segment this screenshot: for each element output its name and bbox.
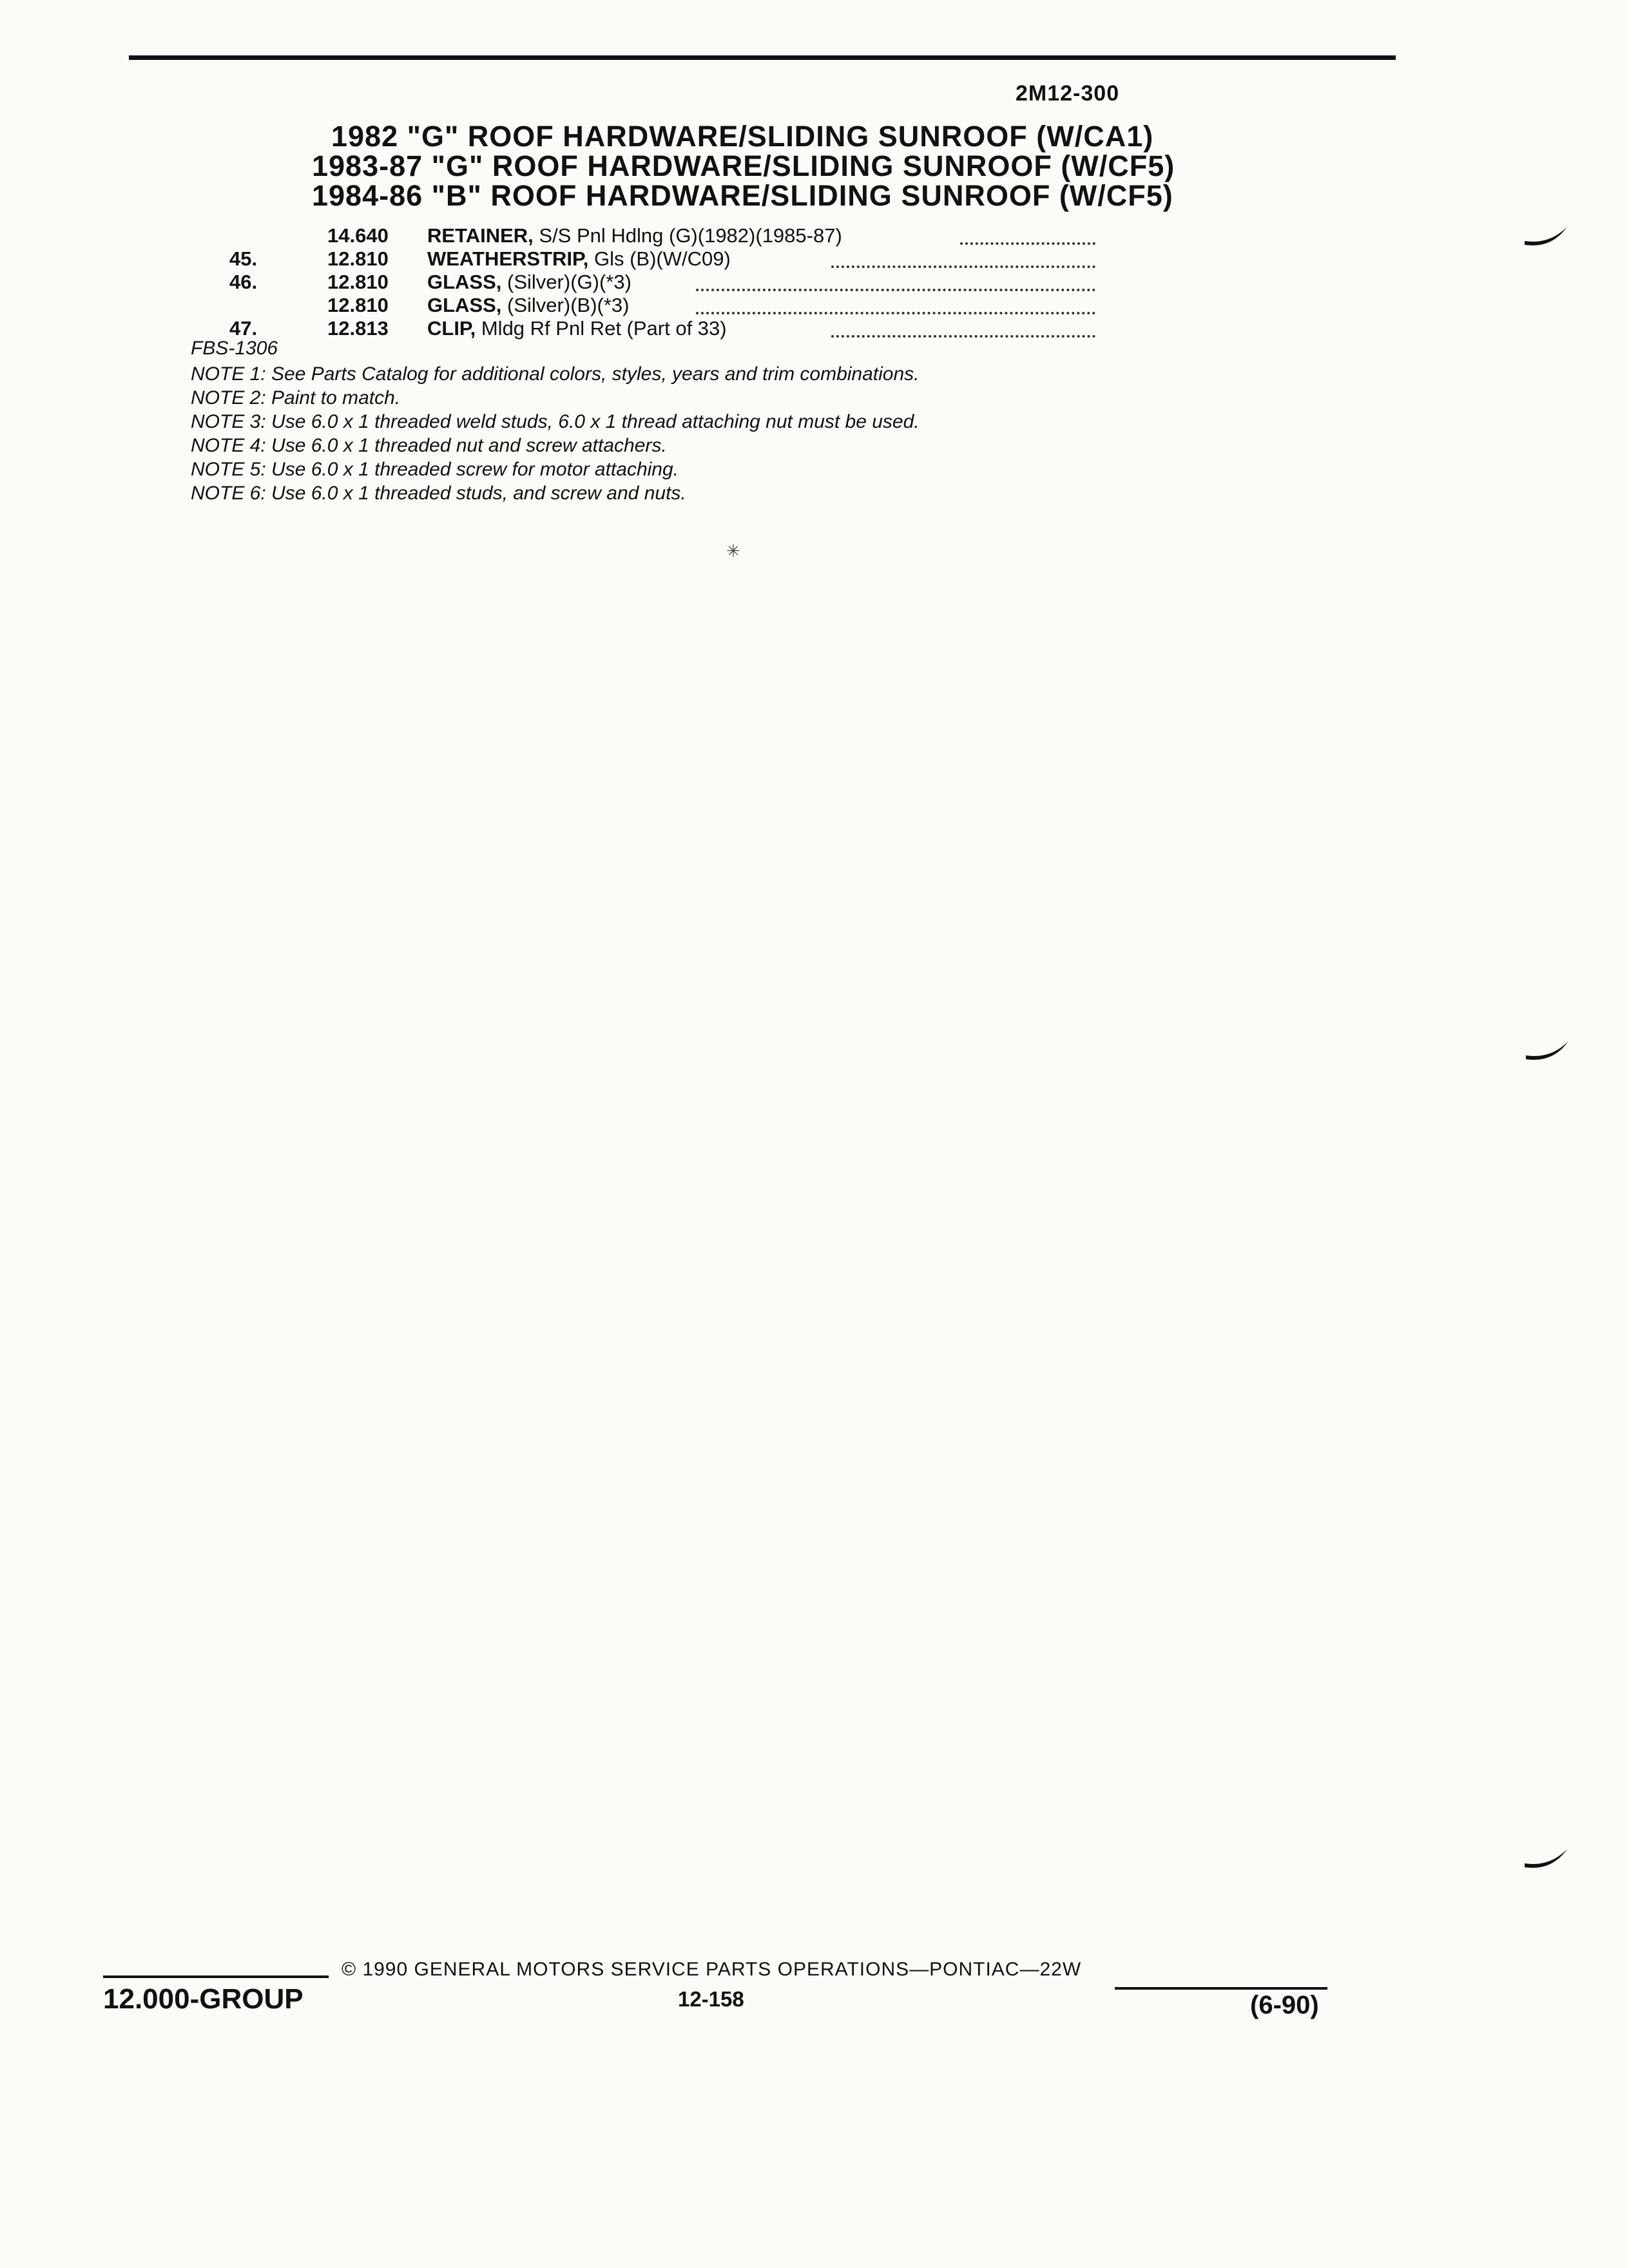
part-name: GLASS,: [427, 294, 502, 316]
group-code: 12.810: [327, 271, 389, 293]
group-code: 14.640: [327, 224, 389, 247]
part-name: CLIP,: [427, 317, 476, 340]
dot-leader: [831, 263, 1095, 268]
item-number: 47.: [229, 317, 258, 340]
part-description: [427, 317, 727, 340]
part-name: WEATHERSTRIP,: [427, 247, 589, 270]
binder-hole-mark-top: [1523, 226, 1568, 251]
part-detail: S/S Pnl Hdlng (G)(1982)(1985-87): [539, 224, 842, 247]
item-number: 45.: [229, 247, 258, 270]
page-number: 12-158: [678, 1987, 744, 2011]
part-description: [427, 294, 629, 317]
fbs-reference: FBS-1306: [191, 338, 278, 359]
part-description: [427, 247, 731, 271]
section-title-1983-87-g: 1983-87 "G" ROOF HARDWARE/SLIDING SUNROOF (W/CF5): [312, 149, 1175, 182]
dot-leader: [960, 240, 1095, 245]
part-detail: Gls (B)(W/C09): [593, 247, 731, 270]
binder-hole-mark-bottom: [1523, 1848, 1568, 1874]
group-code: 12.813: [327, 317, 389, 340]
item-number: 46.: [229, 271, 258, 293]
footer-rule-right: [1115, 1987, 1327, 1990]
dot-leader: [696, 309, 1095, 314]
part-description: [427, 224, 842, 247]
part-detail: (Silver)(G)(*3): [507, 271, 631, 293]
note-5: NOTE 5: Use 6.0 x 1 threaded screw for motor attaching.: [191, 459, 679, 480]
section-title-1982-g: 1982 "G" ROOF HARDWARE/SLIDING SUNROOF (W/CA1): [331, 120, 1154, 153]
group-label: 12.000-GROUP: [103, 1983, 304, 2015]
dot-leader: [696, 286, 1095, 291]
part-detail: (Silver)(B)(*3): [507, 294, 630, 316]
part-name: RETAINER,: [427, 224, 534, 247]
note-2: NOTE 2: Paint to match.: [191, 387, 401, 408]
scan-speck: ✳: [726, 541, 740, 561]
note-4: NOTE 4: Use 6.0 x 1 threaded nut and screw attachers.: [191, 435, 667, 456]
note-1: NOTE 1: See Parts Catalog for additional colors, styles, years and trim combinations.: [191, 363, 920, 385]
footer-rule-left: [103, 1975, 329, 1978]
note-6: NOTE 6: Use 6.0 x 1 threaded studs, and screw and nuts.: [191, 483, 686, 504]
part-name: GLASS,: [427, 271, 502, 293]
part-description: [427, 271, 631, 294]
section-title-1984-86-b: 1984-86 "B" ROOF HARDWARE/SLIDING SUNROOF (W/CF5): [312, 179, 1173, 212]
revision-date: (6-90): [1250, 1991, 1319, 2019]
page-code: 2M12-300: [1016, 81, 1120, 106]
top-rule: [129, 55, 1396, 60]
note-3: NOTE 3: Use 6.0 x 1 threaded weld studs, 6.0 x 1 thread attaching nut must be used.: [191, 411, 920, 432]
dot-leader: [831, 332, 1095, 338]
part-detail: Mldg Rf Pnl Ret (Part of 33): [481, 317, 727, 340]
group-code: 12.810: [327, 294, 389, 316]
copyright-line: © 1990 GENERAL MOTORS SERVICE PARTS OPERATIONS—PONTIAC—22W: [342, 1959, 1082, 1980]
group-code: 12.810: [327, 247, 389, 270]
binder-hole-mark-middle: [1525, 1040, 1570, 1066]
